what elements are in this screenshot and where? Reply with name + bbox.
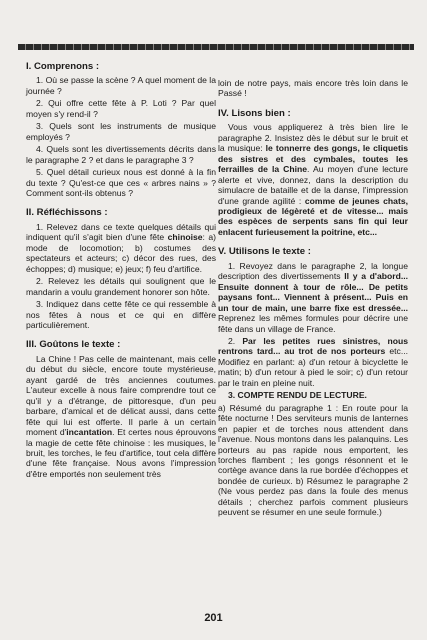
- exercise: [218, 261, 408, 334]
- question: 5. Quel détail curieux nous est donné à la fin du texte ? Qu'est-ce que ces « arbres nains » ? Comment sont-ils obtenus ?: [26, 167, 216, 198]
- exercise-text: a) Résumé du paragraphe 1 : En route pour la fête nocturne ! Des serviteurs munis de lanternes en papier et de torches nous attendent dans l'avenue. Nous montons dans les palanquins. Les porteurs au pas rapide nous emportent, les torches flambent ; les gongs résonnent et le cortège avance dans la rue bordée d'échoppes et bondée de curieux. b) Résumez le paragraphe 2 (Ne vous perdez pas dans la foule des menus détails ; cherchez parfois comment plusieurs peuvent se résumer en une seule formule.): [218, 402, 408, 518]
- text: . Et certes nous éprouvons la magie de cette fête chinoise : les musiques, le bruit, les torches, le feu d'artifice, tout cela diffère d'une fête française. Nous avons l'impression d'être emportés non seulement très: [26, 427, 216, 479]
- paragraph-continuation: loin de notre pays, mais encore très loin dans le Passé !: [218, 78, 408, 99]
- text: 1. Relevez dans ce texte quelques détails qui indiquent qu'il s'agit bien d'une fête: [26, 221, 216, 243]
- emphasis: ... mais des espèces de serpents sans fin qui leur enlacent furieusement la poitrine, etc...: [218, 205, 408, 237]
- right-column: [218, 78, 408, 528]
- section-heading: III. Goûtons le texte :: [26, 339, 121, 351]
- section-utilisons: [218, 247, 408, 517]
- section-heading: I. Comprenons :: [26, 61, 100, 72]
- section-comprenons: [26, 62, 216, 198]
- section-heading: V. Utilisons le texte :: [218, 246, 311, 258]
- text: 2.: [228, 335, 243, 346]
- question: 4. Quels sont les divertissements décrits dans le paragraphe 2 ? et dans le paragraphe 3 ?: [26, 144, 216, 165]
- left-column: [26, 62, 216, 489]
- emphasis: Par les petites rues sinistres, nous rentrons tard... au trot de nos porteurs: [218, 335, 408, 357]
- text: Vous vous appliquerez à très bien lire le paragraphe 2. Insistez dès le début sur le bruit et la musique:: [218, 122, 408, 154]
- emphasis: , le cliquetis des sistres et des cymbales, toutes les ferrailles de la Chine: [218, 143, 408, 175]
- emphasis: Il y a d'abord... Ensuite donnent à tour de rôle... De petits paysans font... Viennent à présent... Puis en un tour de main, une barre fixe est dressée...: [218, 271, 409, 313]
- text: 1. Revoyez dans le paragraphe 2, la longue description des divertissements: [218, 260, 408, 282]
- paragraph: [26, 354, 216, 479]
- question: 3. Quels sont les instruments de musique employés ?: [26, 121, 216, 142]
- section-heading: IV. Lisons bien :: [218, 107, 291, 119]
- paragraph: [218, 122, 408, 237]
- question: 2. Qui offre cette fête à P. Loti ? Par quel moyen s'y rend-il ?: [26, 98, 216, 119]
- text: etc... Modifiez en parlant: a) d'un retour à bicyclette le matin; b) d'un retour à pied le soir; c) d'un retour par le train en pleine nuit.: [218, 346, 409, 388]
- text: . Au moyen d'une lecture alerte et vive, donnez, dans la description du simulacre de bataille et de la danse, l'impression d'une grande agilité :: [218, 164, 409, 206]
- question: [26, 222, 216, 274]
- question: 3. Indiquez dans cette fête ce qui ressemble à nos fêtes à nous et ce qui en diffère particulièrement.: [26, 299, 216, 330]
- top-decorative-rule: [18, 44, 414, 50]
- text: Reprenez les mêmes formules pour décrire une fête dans un village de France.: [218, 313, 408, 334]
- question: 1. Où se passe la scène ? A quel moment de la journée ?: [26, 75, 216, 96]
- emphasis: incantation: [66, 427, 113, 438]
- emphasis: comme de jeunes chats, prodigieux de légèreté et de vitesse: [218, 195, 408, 216]
- question: 2. Relevez les détails qui soulignent que le mandarin a voulu grandement honorer son hôte.: [26, 276, 216, 297]
- section-reflechissons: [26, 208, 216, 330]
- exercise: [218, 390, 408, 400]
- emphasis: le tonnerre des gongs: [265, 143, 358, 154]
- section-goutons: [26, 340, 216, 479]
- emphasis: 3. COMPTE RENDU DE LECTURE.: [228, 390, 367, 401]
- text: : a) mode de locomotion; b) costumes des spectateurs et acteurs; c) décor des rues, des échoppes; d) musique; e) jeux; f) feu d'artifice.: [26, 232, 216, 274]
- text: La Chine ! Pas celle de maintenant, mais celle du début du siècle, encore toute mystérieuse, ayant gardé de très anciennes coutumes. L'auteur excelle à nous faire comprendre tout ce qu'il y a d'étrange, de pittoresque, d'un peu barbare, d'amical et de délicat aussi, dans cette fête qui lui est offerte. Il parle à un certain moment d': [26, 353, 216, 438]
- section-heading: II. Réfléchissons :: [26, 207, 108, 219]
- section-lisons: [218, 109, 408, 237]
- exercise: [218, 336, 408, 388]
- emphasis: chinoise: [167, 232, 203, 243]
- page-number: 201: [204, 612, 223, 624]
